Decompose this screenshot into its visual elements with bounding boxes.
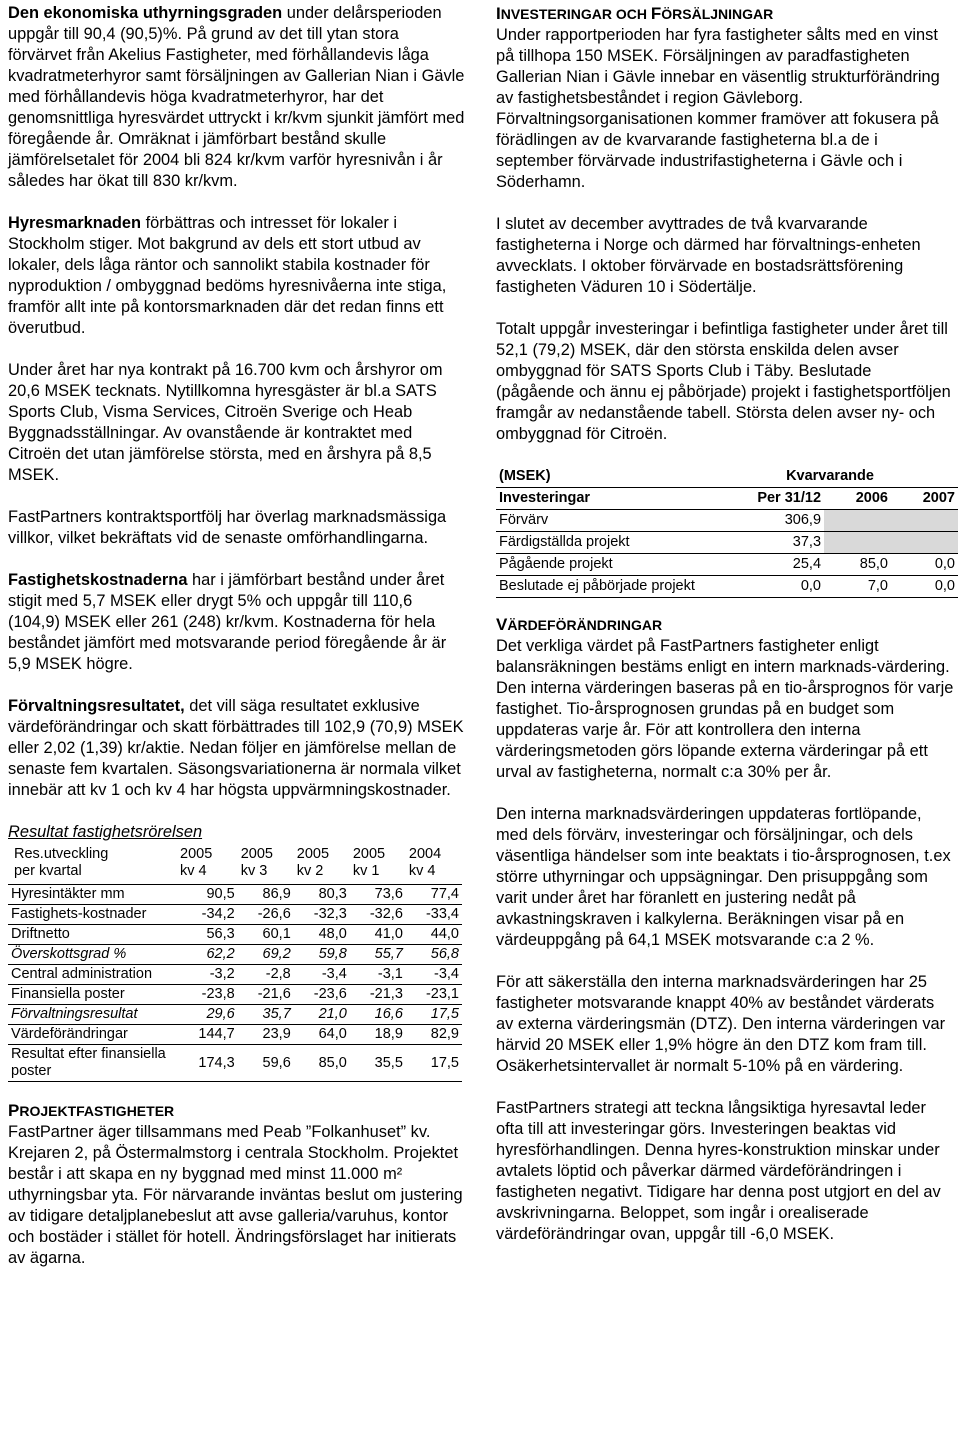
investments-paragraph: Totalt uppgår investeringar i befintliga fastigheter under året till 52,1 (79,2) MSEK, där den största enskilda delen avser ombyggnad för SATS Sports Club i Täby. Beslutade (pågående och ännu ej påbörjade) projekt i fastighetsportföljen framgår av nedanstående tabell. Största delen avser ny- och ombyggnad för Citroën. [496, 320, 951, 443]
left-column [8, 3, 466, 1290]
sales-paragraph: Under rapportperioden har fyra fastigheter sålts med en vinst på tillhopa 150 MSEK. Försäljningen av paradfastigheten Gallerian Nian i Gävle innebar en väsentlig strukturförändring av fastighetsbeståndet i region Gävleborg. Förvaltningsorganisationen kommer framöver att fokusera på förädlingen av de kvarvarande fastigheterna bl.a de i september förvärvade industrifastigheterna i Gävle och i Söderhamn. [496, 26, 940, 191]
norway-paragraph: I slutet av december avyttrades de två kvarvarande fastigheterna i Norge och därmed har förvaltnings-enheten avvecklats. I oktober förvärvade en bostadsrättsförening fastigheten Väduren 10 i Södertälje. [496, 215, 921, 296]
occupancy-paragraph [8, 3, 466, 192]
col-header: 2005 kv 4 [180, 846, 213, 879]
projects-header-row: Investeringar Per 31/12 2006 2007 [496, 488, 958, 510]
management-result-heading: Förvaltningsresultatet, [8, 697, 185, 715]
col-header: 2005 kv 2 [296, 846, 330, 879]
project-properties-heading: PROJEKTFASTIGHETER [8, 1101, 175, 1120]
table-row: Driftnetto 56,3 60,1 48,0 41,0 44,0 [8, 925, 462, 945]
col-header: 2004 kv 4 [408, 846, 442, 879]
results-header-row [8, 845, 462, 885]
projects-table [496, 466, 958, 598]
results-table-title: Resultat fastighetsrörelsen [8, 823, 203, 841]
occupancy-heading: Den ekonomiska uthyrningsgraden [8, 4, 283, 22]
table-row: Fastighets-kostnader -34,2 -26,6 -32,3 -32,6 -33,4 [8, 905, 462, 925]
results-header-label: Res.utveckling per kvartal [14, 846, 109, 879]
property-costs-heading: Fastighetskostnaderna [8, 571, 188, 589]
strategy-paragraph: FastPartners strategi att teckna långsiktiga hyresavtal leder ofta till att investeringar görs. Investeringen beaktas vid hyresförhandlingen. Denna hyres-konstruktion minskar under avtalets löptid och påverkar därmed värdeförändringen i fastigheten negativt. Tidigare har denna post utgjort en del av avskrivningarna. Beloppet, som ingår i orealiserade värdeförändringar ovan, uppgår till -6,0 MSEK. [496, 1099, 941, 1243]
right-column [496, 3, 954, 1266]
project-properties-paragraph: FastPartner äger tillsammans med Peab ”Folkanhuset” kv. Krejaren 2, på Östermalmstorg i centrala Stockholm. Projektet består i att skapa en ny byggnad med minst 11.000 m² uthyrningsbar yta. För närvarande inväntas beslut om justering av tidigare detaljplanebeslut att avse galleria/varuhus, kontor och bostäder i stället för hotell. Ändringsförslaget har initierats av ägarna. [8, 1123, 463, 1267]
rental-market-heading: Hyresmarknaden [8, 214, 142, 232]
new-contracts-paragraph: Under året har nya kontrakt på 16.700 kvm och årshyror om 20,6 MSEK tecknats. Nytillkomna hyresgäster är bl.a SATS Sports Club, Visma Services, Citroën Sverige och Heab Byggnadsställningar. Av ovanstående är kontraktet med Citroën det utan jämförelse största, med en årshyra på 8,5 MSEK. [8, 361, 443, 484]
table-row: Överskottsgrad % 62,2 69,2 59,8 55,7 56,8 [8, 945, 462, 965]
table-row: Förvärv 306,9 [496, 510, 958, 532]
projects-unit-row: (MSEK) Kvarvarande [496, 466, 958, 488]
property-costs-text: har i jämförbart bestånd under året stigit med 5,7 MSEK eller drygt 5% och uppgår till 110,6 (104,9) MSEK eller 261 (248) kr/kvm. Kostnaderna för hela beståndet jämfört med motsvarande period föregående år är 5,9 MSEK högre. [8, 571, 447, 673]
value-changes-heading: VÄRDEFÖRÄNDRINGAR [496, 615, 663, 634]
investments-heading: INVESTERINGAR OCH FÖRSÄLJNINGAR [496, 4, 774, 23]
rental-market-text: förbättras och intresset för lokaler i Stockholm stiger. Mot bakgrund av dels ett stort utbud av lokaler, dels låga räntor och sannolikt stabila kostnader för nyproduktion / ombyggnad bedöms hyresnivåerna inte stiga, framför allt inte på kontorsmarknaden där det redan finns ett överutbud. [8, 214, 447, 337]
external-valuation-paragraph: För att säkerställa den interna marknadsvärderingen har 25 fastigheter motsvarande knappt 40% av beståndet värderats av externa värderingsmän (DTZ). Den interna värderingen var härvid 20 MSEK eller 1,9% högre än den DTZ kom fram till. Osäkerhetsintervallet är normalt 5-10% på en värdering. [496, 973, 946, 1075]
table-row: Central administration -3,2 -2,8 -3,4 -3,1 -3,4 [8, 965, 462, 985]
table-row: Förvaltningsresultat 29,6 35,7 21,0 16,6 17,5 [8, 1005, 462, 1025]
property-costs-paragraph [8, 570, 466, 675]
table-row: Resultat efter finansiella poster 174,3 59,6 85,0 35,5 17,5 [8, 1045, 462, 1082]
table-row: Värdeförändringar 144,7 23,9 64,0 18,9 82,9 [8, 1025, 462, 1045]
table-row: Pågående projekt 25,4 85,0 0,0 [496, 554, 958, 576]
table-row: Hyresintäkter mm 90,5 86,9 80,3 73,6 77,4 [8, 885, 462, 905]
table-row: Finansiella poster -23,8 -21,6 -23,6 -21,3 -23,1 [8, 985, 462, 1005]
market-valuation-paragraph: Den interna marknadsvärderingen uppdateras fortlöpande, med dels förvärv, investeringar och försäljningar, och dels väsentliga händelser som inte beaktats i tio-årsprognosen, t.ex större uthyrningar och uppsägningar. Den prisuppgång som varit under året har föranlett en justering nedåt på avkastningskraven i kalkylerna. Beräkningen visar på en värdeuppgång på 64,1 MSEK motsvarande c:a 2 %. [496, 805, 951, 949]
management-result-text: det vill säga resultatet exklusive värdeförändringar och skatt förbättrades till 102,9 (70,9) MSEK eller 2,02 (1,39) kr/aktie. Nedan följer en jämförelse mellan de senaste fem kvartalen. Säsongsvariationerna är normala vilket innebär att kv 1 och kv 4 har högsta uppvärmningskostnader. [8, 697, 464, 799]
col-header: 2005 kv 3 [240, 846, 273, 879]
occupancy-text: under delårsperioden uppgår till 90,4 (90,5)%. På grund av det till ytan stora förvärvet från Akelius Fastigheter, med förhållandevis låga kvadratmeterhyror samt försäljningen av Gallerian Nian i Gävle med förhållandevis höga kvadratmeterhyror, har det genomsnittliga hyresvärdet uttryckt i kr/kvm sjunkit jämfört med föregående år. Omräknat i jämförbart bestånd skulle jämförelsetalet för 2004 bli 824 kr/kvm varför hyresnivån i år således har ökat till 830 kr/kvm. [8, 4, 465, 190]
table-row: Färdigställda projekt 37,3 [496, 532, 958, 554]
contract-portfolio-paragraph: FastPartners kontraktsportfölj har överlag marknadsmässiga villkor, vilket bekräftats vid de senaste omförhandlingarna. [8, 508, 447, 547]
results-table [8, 845, 462, 1082]
table-row: Beslutade ej påbörjade projekt 0,0 7,0 0,0 [496, 576, 958, 598]
rental-market-paragraph [8, 213, 466, 339]
valuation-paragraph: Det verkliga värdet på FastPartners fastigheter enligt balansräkningen bestäms enligt en intern marknads-värdering. Den interna värderingen baseras på en tio-årsprognos för varje fastighet. Tio-årsprognosen grundas på en budget som uppdateras varje år. För att kontrollera den interna värderingsmetoden görs löpande externa värderingar på ett urval av fastigheterna, normalt c:a 30% per år. [496, 637, 954, 781]
col-header: 2005 kv 1 [352, 846, 386, 879]
management-result-paragraph [8, 696, 466, 801]
